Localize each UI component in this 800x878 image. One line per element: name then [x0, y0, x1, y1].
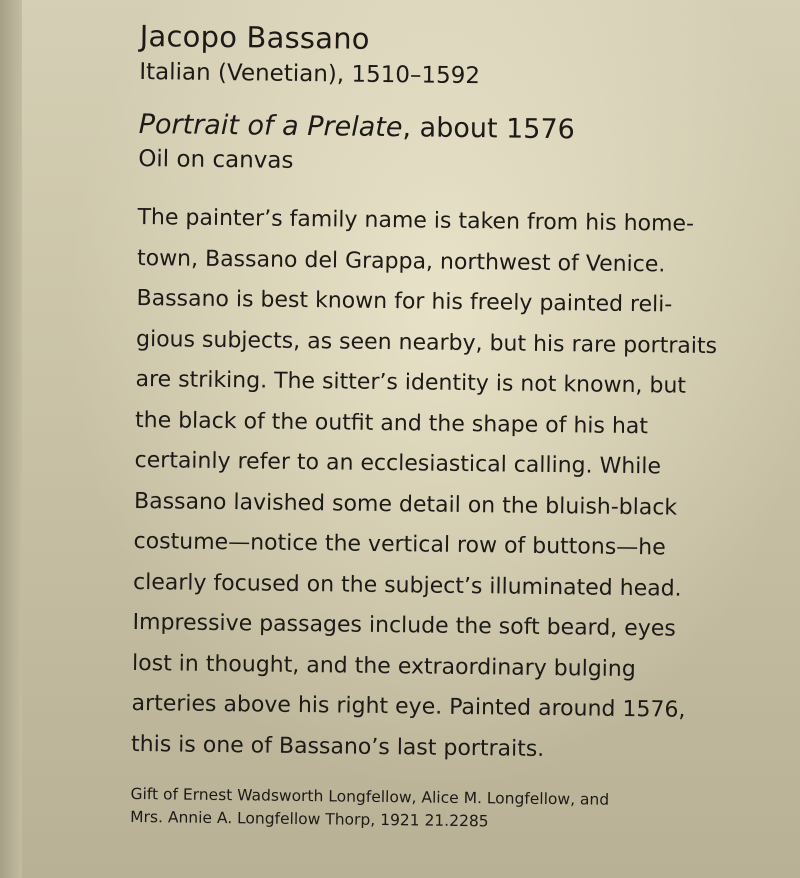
description-line: costume—notice the vertical row of buttons—he	[133, 528, 666, 561]
description-line: this is one of Bassano’s last portraits.	[130, 731, 545, 762]
description-line: The painter’s family name is taken from his home-	[137, 204, 695, 237]
description-line: arteries above his right eye. Painted around 1576,	[131, 690, 686, 723]
description-line: gious subjects, as seen nearby, but his rare portraits	[135, 326, 718, 359]
artwork-title-line	[138, 108, 758, 150]
description-line: Impressive passages include the soft beard, eyes	[132, 609, 676, 642]
wall-edge	[0, 0, 22, 878]
description-line: clearly focused on the subject’s illuminated head.	[132, 569, 682, 602]
wall-label	[130, 18, 760, 837]
description-line: Bassano is best known for his freely painted reli-	[136, 285, 673, 318]
description-line: the black of the outfit and the shape of his hat	[134, 407, 649, 439]
description-line: lost in thought, and the extraordinary bulging	[131, 650, 636, 682]
artwork-medium: Oil on canvas	[138, 145, 294, 174]
description-line: are striking. The sitter’s identity is not known, but	[135, 366, 687, 399]
description-line: Bassano lavished some detail on the bluish-black	[133, 488, 678, 521]
artwork-title: Portrait of a Prelate	[138, 108, 403, 144]
credit-line-text: Mrs. Annie A. Longfellow Thorp, 1921 21.2285	[130, 807, 489, 831]
artwork-description	[131, 198, 758, 773]
artist-origin: Italian (Venetian), 1510–1592	[139, 58, 481, 90]
description-line: certainly refer to an ecclesiastical calling. While	[134, 447, 662, 480]
credit-line	[130, 783, 751, 837]
artist-name: Jacopo Bassano	[139, 18, 370, 56]
credit-line-text: Gift of Ernest Wadsworth Longfellow, Alice M. Longfellow, and	[130, 784, 610, 809]
description-line: town, Bassano del Grappa, northwest of Venice.	[136, 245, 666, 277]
artwork-date: , about 1576	[402, 112, 576, 146]
